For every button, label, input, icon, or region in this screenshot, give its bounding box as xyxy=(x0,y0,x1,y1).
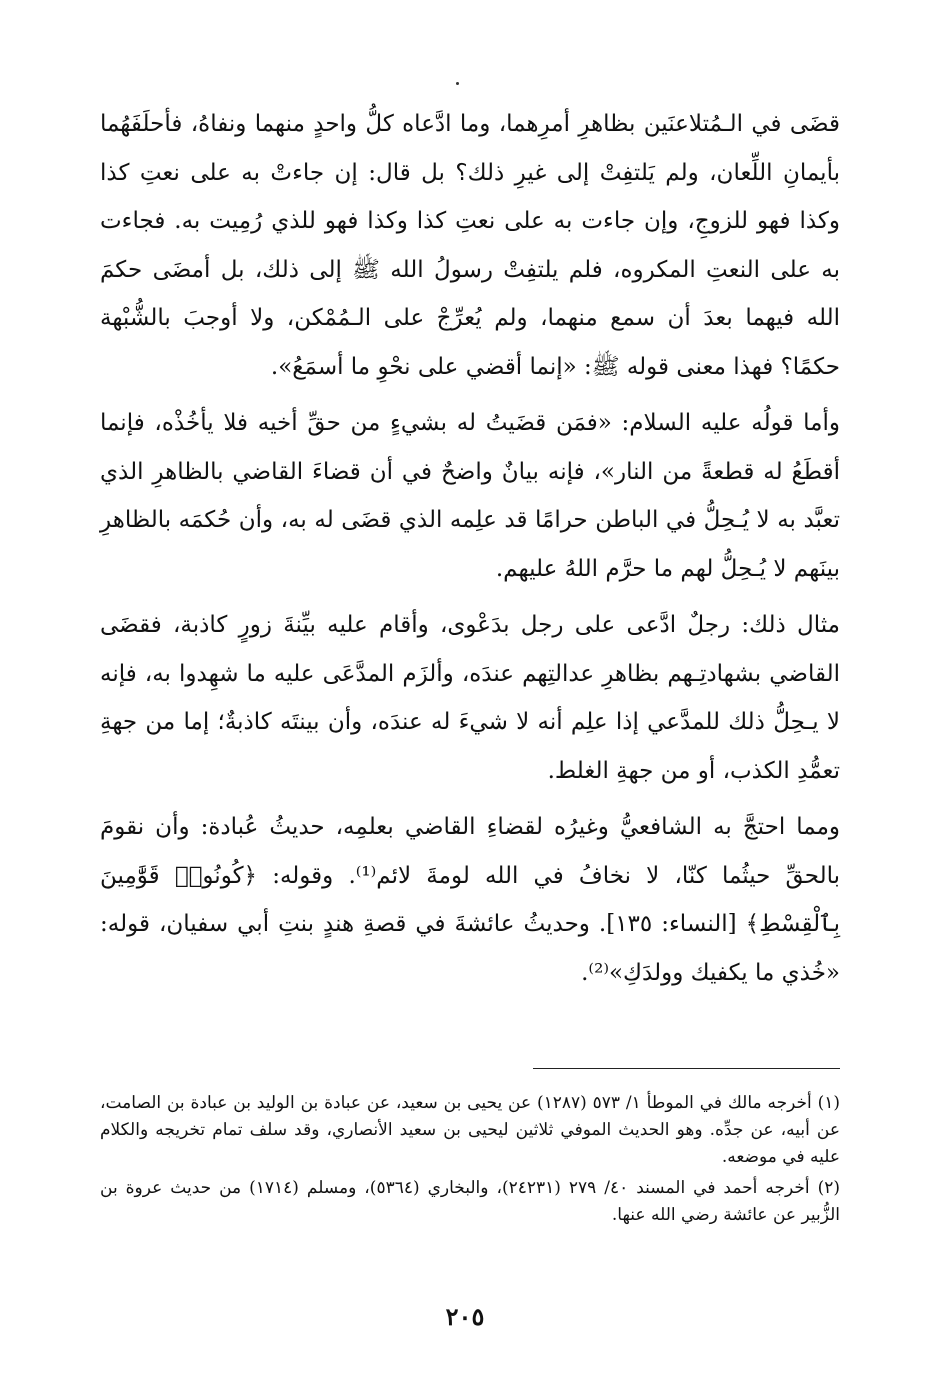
footnotes xyxy=(100,1090,840,1233)
paragraph-3: مثال ذلك: رجلٌ ادَّعى على رجل بدَعْوى، وأقام عليه بيِّنةَ زورٍ كاذبة، فقضَى القاضي بشهادتِـهم بظاهرِ عدالتِهم عندَه، وألزَم المدَّعَى عليه ما شهِدوا به، فإنه لا يـحِلُّ ذلك للمدَّعي إذا علِم أنه لا شيءَ له عندَه، وأن بينتَه كاذبةٌ؛ إما من جهةِ تعمُّدِ الكذب، أو من جهةِ الغلط. xyxy=(100,612,840,784)
footnote-2: (٢) أخرجه أحمد في المسند ٤٠/ ٢٧٩ (٢٤٢٣١)، والبخاري (٥٣٦٤)، ومسلم (١٧١٤) من حديث عروة بن الزُّبير عن عائشة رضي الله عنها. xyxy=(100,1178,841,1225)
paragraph-1: قضَى في الـمُتلاعنَين بظاهرِ أمرِهما، وما ادَّعاه كلُّ واحدٍ منهما ونفاهُ، فأحلَفَهُما بأيمانِ اللِّعان، ولم يَلتفِتْ إلى غيرِ ذلك؟ بل قال: إن جاءتْ به على نعتِ كذا وكذا فهو للزوجِ، وإن جاءت به على نعتِ كذا وكذا فهو للذي رُمِيت به. فجاءت به على النعتِ المكروه، فلم يلتفِتْ رسولُ الله ﷺ إلى ذلك، بل أمضَى حكمَ الله فيهما بعدَ أن سمع منهما، ولم يُعرِّجْ على الـمُمْكن، ولا أوجبَ بالشُّبْهة حكمًا؟ فهذا معنى قوله ﷺ: «إنما أقضي على نحْوِ ما أسمَعُ». xyxy=(100,111,840,380)
page-number: ٢٠٥ xyxy=(445,1302,485,1331)
paragraph-4: ومما احتجَّ به الشافعيُّ وغيرُه لقضاءِ القاضي بعلمِه، حديثُ عُبادة: وأن نقومَ بالحقِّ حيثُما كنّا، لا نخافُ في الله لومةَ لائم⁽¹⁾. وقوله: ﴿كُونُوا۟ قَوَّٰمِينَ بِٱلْقِسْطِ﴾ [النساء: ١٣٥]. وحديثُ عائشةَ في قصةِ هندٍ بنتِ أبي سفيان، قوله: «خُذي ما يكفيك وولدَكِ»⁽²⁾. xyxy=(100,814,840,986)
footnote-divider xyxy=(533,1068,840,1069)
main-text xyxy=(100,100,840,997)
header-dot xyxy=(456,82,459,85)
paragraph-2: وأما قولُه عليه السلام: «فمَن قضَيتُ له بشيءٍ من حقِّ أخيه فلا يأخُذْه، فإنما أقطَعُ له قطعةً من النار»، فإنه بيانٌ واضحٌ في أن قضاءَ القاضي بالظاهرِ الذي تعبَّد به لا يُـحِلُّ في الباطن حرامًا قد علِمه الذي قضَى له به، وأن حُكمَه بالظاهرِ بينَهم لا يُـحِلُّ لهم ما حرَّم اللهُ عليهم. xyxy=(100,410,840,582)
footnote-1: (١) أخرجه مالك في الموطأ ١/ ٥٧٣ (١٢٨٧) عن يحيى بن سعيد، عن عبادة بن الوليد بن عبادة بن الصامت، عن أبيه، عن جدِّه. وهو الحديث الموفي ثلاثين ليحيى بن سعيد الأنصاري، وقد سلف تمام تخريجه والكلام عليه في موضعه. xyxy=(100,1093,841,1167)
